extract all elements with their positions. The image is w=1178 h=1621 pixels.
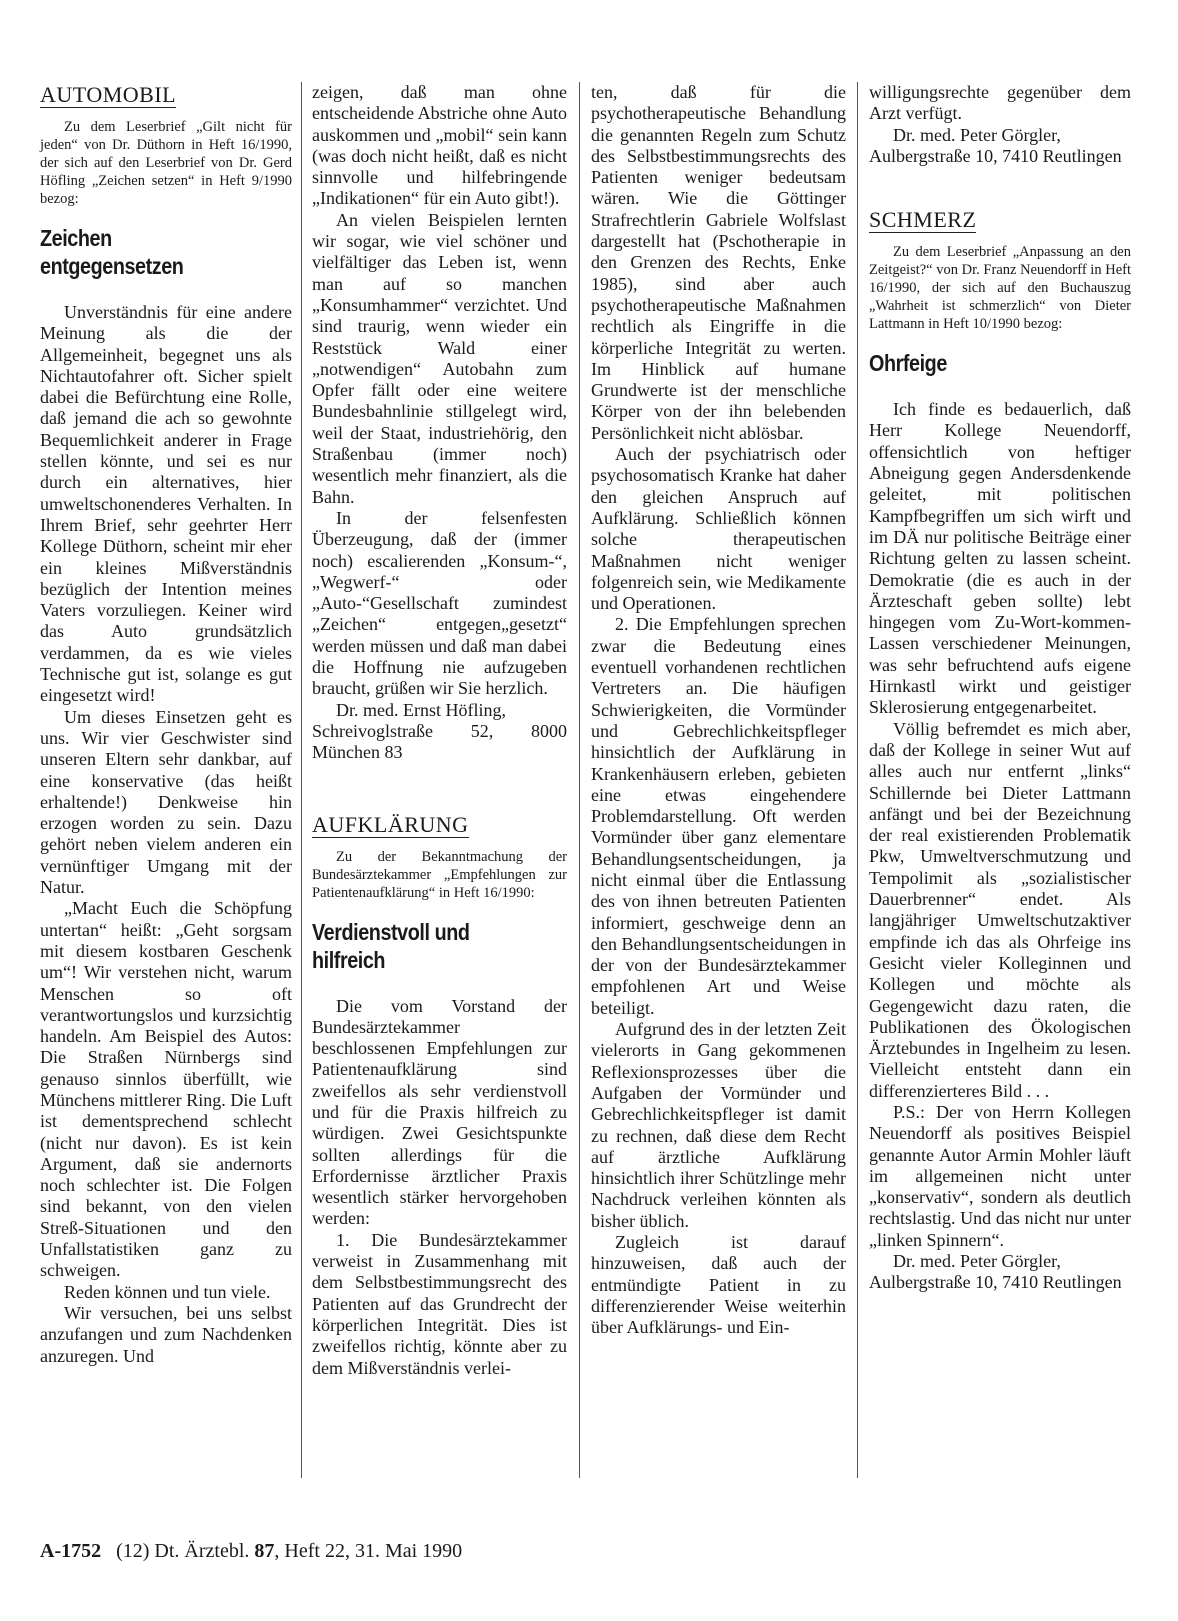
column-1 — [40, 82, 292, 1367]
paragraph: „Macht Euch die Schöpfung untertan“ heißt: „Geht sorgsam mit diesem kostbaren Geschenk um“! Wir verstehen nicht, warum Menschen so oft verantwortungslos und kurzsichtig handeln. Am Beispiel des Autos: Die Straßen Nürnbergs sind genauso sinnlos überfüllt, wie Münchens mittlerer Ring. Die Luft ist dementsprechend schlecht (nicht nur davon). Es ist kein Argument, daß sie andernorts noch schlechter ist. Die Folgen sind bekannt, von den vielen Streß-Situationen und den Unfallstatistiken ganz zu schweigen. — [40, 898, 292, 1281]
column-rule-3 — [857, 82, 858, 1478]
paragraph: ten, daß für die psychotherapeutische Behandlung die genannten Regeln zum Schutz des Selbstbestimmungsrechts des Patienten weniger bedeutsam wären. Wie die Göttinger Strafrechtlerin Gabriele Wolfslast dargestellt hat (Pschotherapie in den Grenzen des Rechts, Enke 1985), sind aber auch psychotherapeutische Maßnahmen rechtlich als Eingriffe in die körperliche Integrität zu werten. Im Hinblick auf humane Grundwerte ist der menschliche Körper von der ihn belebenden Persönlichkeit nicht ablösbar. — [591, 82, 846, 443]
paragraph: Auch der psychiatrisch oder psychosomatisch Kranke hat daher den gleichen Anspruch auf Aufklärung. Schließlich können solche therapeutischen Maßnahmen nicht weniger folgenreich sein, wie Medikamente und Operationen. — [591, 444, 846, 614]
column-2 — [312, 82, 567, 1379]
paragraph: Um dieses Einsetzen geht es uns. Wir vier Geschwister sind unseren Eltern sehr dankbar, auf eine konservative (das heißt erhaltende!) Denkweise hin erzogen worden zu sein. Dazu gehört neben vielem anderen ein vernünftiger Umgang mit der Natur. — [40, 706, 292, 898]
paragraph: 2. Die Empfehlungen sprechen zwar die Bedeutung eines eventuell vorhandenen rechtlichen Vertreters an. Die häufigen Schwierigkeiten, die Vormünder und Gebrechlichkeitspfleger hinsichtlich der Aufklärung in Krankenhäusern erleben, gebieten eine etwas eingehendere Problemdarstellung. Oft werden Vormünder über ganz elementare Behandlungsentscheidungen, ja nicht einmal über die Entlassung des von ihnen betreuten Patienten informiert, geschweige denn an den Behandlungsentscheidungen in der von der Bundesärztekammer empfohlenen Art und Weise beteiligt. — [591, 614, 846, 1018]
signature: Dr. med. Peter Görgler, Aulbergstraße 10, 7410 Reutlingen — [869, 1251, 1122, 1293]
citation-suffix: , Heft 22, 31. Mai 1990 — [274, 1540, 463, 1562]
paragraph: Wir versuchen, bei uns selbst anzufangen und zum Nachdenken anzuregen. Und — [40, 1302, 292, 1366]
volume-number: 87 — [254, 1540, 275, 1562]
signature-name: Dr. med. Ernst Höfling, — [336, 699, 506, 720]
page-footer — [40, 1540, 462, 1563]
letter-intro: Zu dem Leserbrief „Anpassung an den Zeitgeist?“ von Dr. Franz Neuendorff in Heft 16/1990, der sich auf den Buchauszug „Wahrheit ist schmerzlich“ von Dieter Lattmann in Heft 10/1990 bezog: — [869, 244, 1131, 333]
section-title: SCHMERZ — [869, 207, 977, 233]
letter-heading: Ohrfeige — [869, 350, 947, 377]
section-title: AUFKLÄRUNG — [312, 811, 469, 837]
paragraph: Unverständnis für eine andere Meinung als die der Allgemeinheit, begegnet uns als Nichtautofahrer oft. Sicher spielt dabei die Befürchtung eine Rolle, daß jemand die ach so gewohnte Bequemlichkeit anderer in Frage stellen könnte, und sei es nur durch ein alternatives, hier umweltschonenderes Verhalten. In Ihrem Brief, sehr geehrter Herr Kollege Düthorn, scheint mir eher ein kleines Mißverständnis bezüglich der Intention meines Vaters vorzuliegen. Keiner wird das Auto grundsätzlich verdammen, da es wie vieles Technische gut ist, solange es gut eingesetzt wird! — [40, 302, 292, 706]
paragraph: Die vom Vorstand der Bundesärztekammer beschlossenen Empfehlungen zur Patientenaufklärung sind zweifellos als sehr verdienstvoll und für die Praxis hilfreich zu würdigen. Zwei Gesichtspunkte sollten allerdings für die Erfordernisse ärztlicher Praxis wesentlich stärker hervorgehoben werden: — [312, 995, 567, 1229]
signature: Dr. med. Peter Görgler, Aulbergstraße 10, 7410 Reutlingen — [869, 124, 1122, 166]
paragraph: willigungsrechte gegenüber dem Arzt verfügt. — [869, 82, 1131, 124]
column-rule-1 — [301, 82, 302, 1478]
paragraph: zeigen, daß man ohne entscheidende Abstriche ohne Auto auskommen und „mobil“ sein kann (was doch nicht heißt, daß es nicht sinnvolle und hilfebringende „Indikationen“ für ein Auto gibt!). — [312, 82, 567, 209]
page-code: A-1752 — [40, 1540, 102, 1562]
paragraph: In der felsenfesten Überzeugung, daß der (immer noch) escalierenden „Konsum-“, „Wegwerf-“ oder „Auto-“Gesellschaft zumindest „Zeichen“ entgegen„gesetzt“ werden müssen und daß man dabei die Hoffnung nie aufzugeben braucht, grüßen wir Sie herzlich. — [312, 507, 567, 699]
column-3 — [591, 82, 846, 1339]
citation-prefix: (12) Dt. Ärztebl. — [116, 1540, 250, 1562]
paragraph: Reden können und tun viele. — [64, 1281, 271, 1302]
paragraph: Aufgrund des in der letzten Zeit vielerorts in Gang gekommenen Reflexionsprozesses über die Aufgaben der Vormünder und Gebrechlichkeitspfleger ist damit zu rechnen, daß diese dem Recht auf ärztliche Aufklärung hinsichtlich ihrer Schützlinge mehr Nachdruck verleihen könnten als bisher üblich. — [591, 1019, 846, 1231]
letter-intro: Zu dem Leserbrief „Gilt nicht für jeden“ von Dr. Düthorn in Heft 16/1990, der sich auf den Leserbrief von Dr. Gerd Höfling „Zeichen setzen“ in Heft 9/1990 bezog: — [40, 119, 292, 207]
section-title: AUTOMOBIL — [40, 82, 177, 107]
letter-heading: Verdienstvoll und hilfreich — [312, 918, 470, 973]
paragraph: 1. Die Bundesärztekammer verweist in Zusammenhang mit dem Selbstbestimmungsrecht des Patienten auf das Grundrecht der körperlichen Integrität. Dies ist zweifellos richtig, könnte aber zu dem Mißverständnis verlei- — [312, 1229, 567, 1378]
paragraph: Zugleich ist darauf hinzuweisen, daß auch der entmündigte Patient in zu differenzierender Weise weiterhin über Aufklärungs- und Ein- — [591, 1232, 846, 1338]
paragraph: An vielen Beispielen lernten wir sogar, wie viel schöner und vielfältiger das Leben ist, wenn man auf so manchen „Konsumhammer“ verzichtet. Und sind traurig, wenn wieder ein Reststück Wald einer „notwendigen“ Autobahn zum Opfer fällt oder eine weitere Bundesbahnlinie stillgelegt wird, weil der Staat, industriehörig, den Straßenbau (immer noch) wesentlich mehr finanziert, als die Bahn. — [312, 209, 567, 507]
letter-heading: Zeichen entgegensetzen — [40, 225, 184, 279]
letter-intro: Zu der Bekanntmachung der Bundesärztekammer „Empfehlungen zur Patientenaufklärung“ in Heft 16/1990: — [312, 848, 567, 901]
signature-address: Schreivoglstraße 52, 8000 München 83 — [312, 720, 567, 763]
column-rule-2 — [579, 82, 580, 1478]
paragraph: Völlig befremdet es mich aber, daß der Kollege in seiner Wut auf alles auch nur entfernt „links“ Schillernde bei Dieter Lattmann anfängt und bei der Bezeichnung der real existierenden Problematik Pkw, Umweltverschmutzung und Tempolimit als „sozialistischer Dauerbrenner“ endet. Als langjähriger Umweltschutzaktiver empfinde ich das als Ohrfeige ins Gesicht vieler Kolleginnen und Kollegen und möchte als Gegengewicht dazu raten, die Publikationen des Ökologischen Ärztebundes in Ingelheim zu lesen. Vielleicht entsteht dann ein differenzierteres Bild . . . — [869, 718, 1131, 1101]
paragraph: P.S.: Der von Herrn Kollegen Neuendorff als positives Beispiel genannte Autor Armin Mohler läuft im allgemeinen nicht unter „konservativ“, sondern als deutlich rechtslastig. Und das nicht nur unter „linken Spinnern“. — [869, 1101, 1131, 1250]
column-4 — [869, 82, 1131, 1294]
paragraph: Ich finde es bedauerlich, daß Herr Kollege Neuendorff, offensichtlich von heftiger Abneigung gegen Andersdenkende geleitet, mit politischen Kampfbegriffen um sich wirft und im DÄ nur politische Beiträge einer Richtung gelten zu lassen scheint. Demokratie (die es auch in der Ärzteschaft geben sollte) lebt hingegen vom Zu-Wort-kommen-Lassen verschiedener Meinungen, was sehr befruchtend aufs eigene Hirnkastl wirkt und geistiger Sklerosierung entgegenarbeitet. — [869, 399, 1131, 718]
